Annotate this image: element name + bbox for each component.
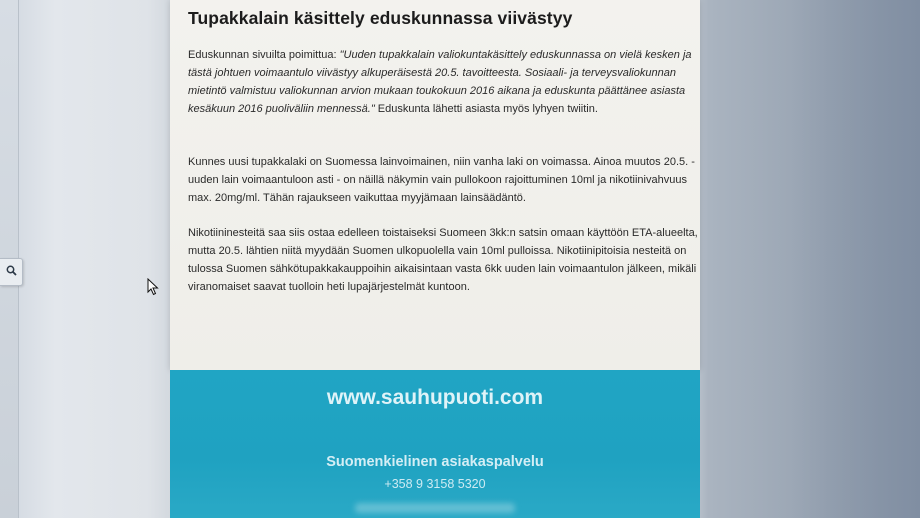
support-heading: Suomenkielinen asiakaspalvelu [326,454,544,470]
article-title: Tupakkalain käsittely eduskunnassa viivästyy [188,8,573,28]
page-background-edge [790,0,920,518]
email-content [170,0,700,370]
article-paragraph-1 [188,46,698,118]
side-search-button[interactable] [0,258,23,286]
site-link[interactable]: www.sauhupuoti.com [326,386,544,409]
paragraph-intro: Eduskunnan sivuilta poimittua: [188,49,340,61]
cursor-arrow-icon [147,278,159,296]
newsletter-footer [170,370,700,518]
paragraph-quote: "Uuden tupakkalain valiokuntakäsittely eduskunnassa on vielä kesken ja tästä johtuen voimaantulo viivästyy alkuperäisestä 20.5. tavoitteesta. Sosiaali- ja terveysvaliokunnan mietintö valmistuu valiokunnan arvion mukaan toukokuun 2016 aikana ja eduskunta päättänee asiasta kesäkuun 2016 puoliväliin mennessä." [188,49,692,115]
search-icon [6,263,17,281]
support-phone[interactable]: +358 9 3158 5320 [384,477,486,491]
blurred-email-link[interactable] [355,503,515,513]
article-paragraph-3: Nikotiininesteitä saa siis ostaa edelleen toistaiseksi Suomeen 3kk:n satsin omaan käyttöön ETA-alueelta, mutta 20.5. lähtien niitä myydään Suomen ulkopuolella vain 10ml pulloissa. Nikotiinipitoisia nesteitä on tulossa Suomen sähkötupakkakauppoihin aikaisintaan vasta 6kk uuden lain voimaantulon jälkeen, mikäli viranomaiset saavat tuolloin heti lupajärjestelmät kuntoon. [188,227,698,293]
paragraph-tail: Eduskunta lähetti asiasta myös lyhyen twiitin. [374,103,598,115]
article-paragraph-2: Kunnes uusi tupakkalaki on Suomessa lainvoimainen, niin vanha laki on voimassa. Ainoa muutos 20.5. - uuden lain voimaantuloon asti - on näillä näkymin vain pullokoon rajoittuminen 10ml ja nikotiinivahvuus max. 20mg/ml. Tähän rajaukseen vaikuttaa myyjämaan lainsäädäntö. [188,156,695,204]
